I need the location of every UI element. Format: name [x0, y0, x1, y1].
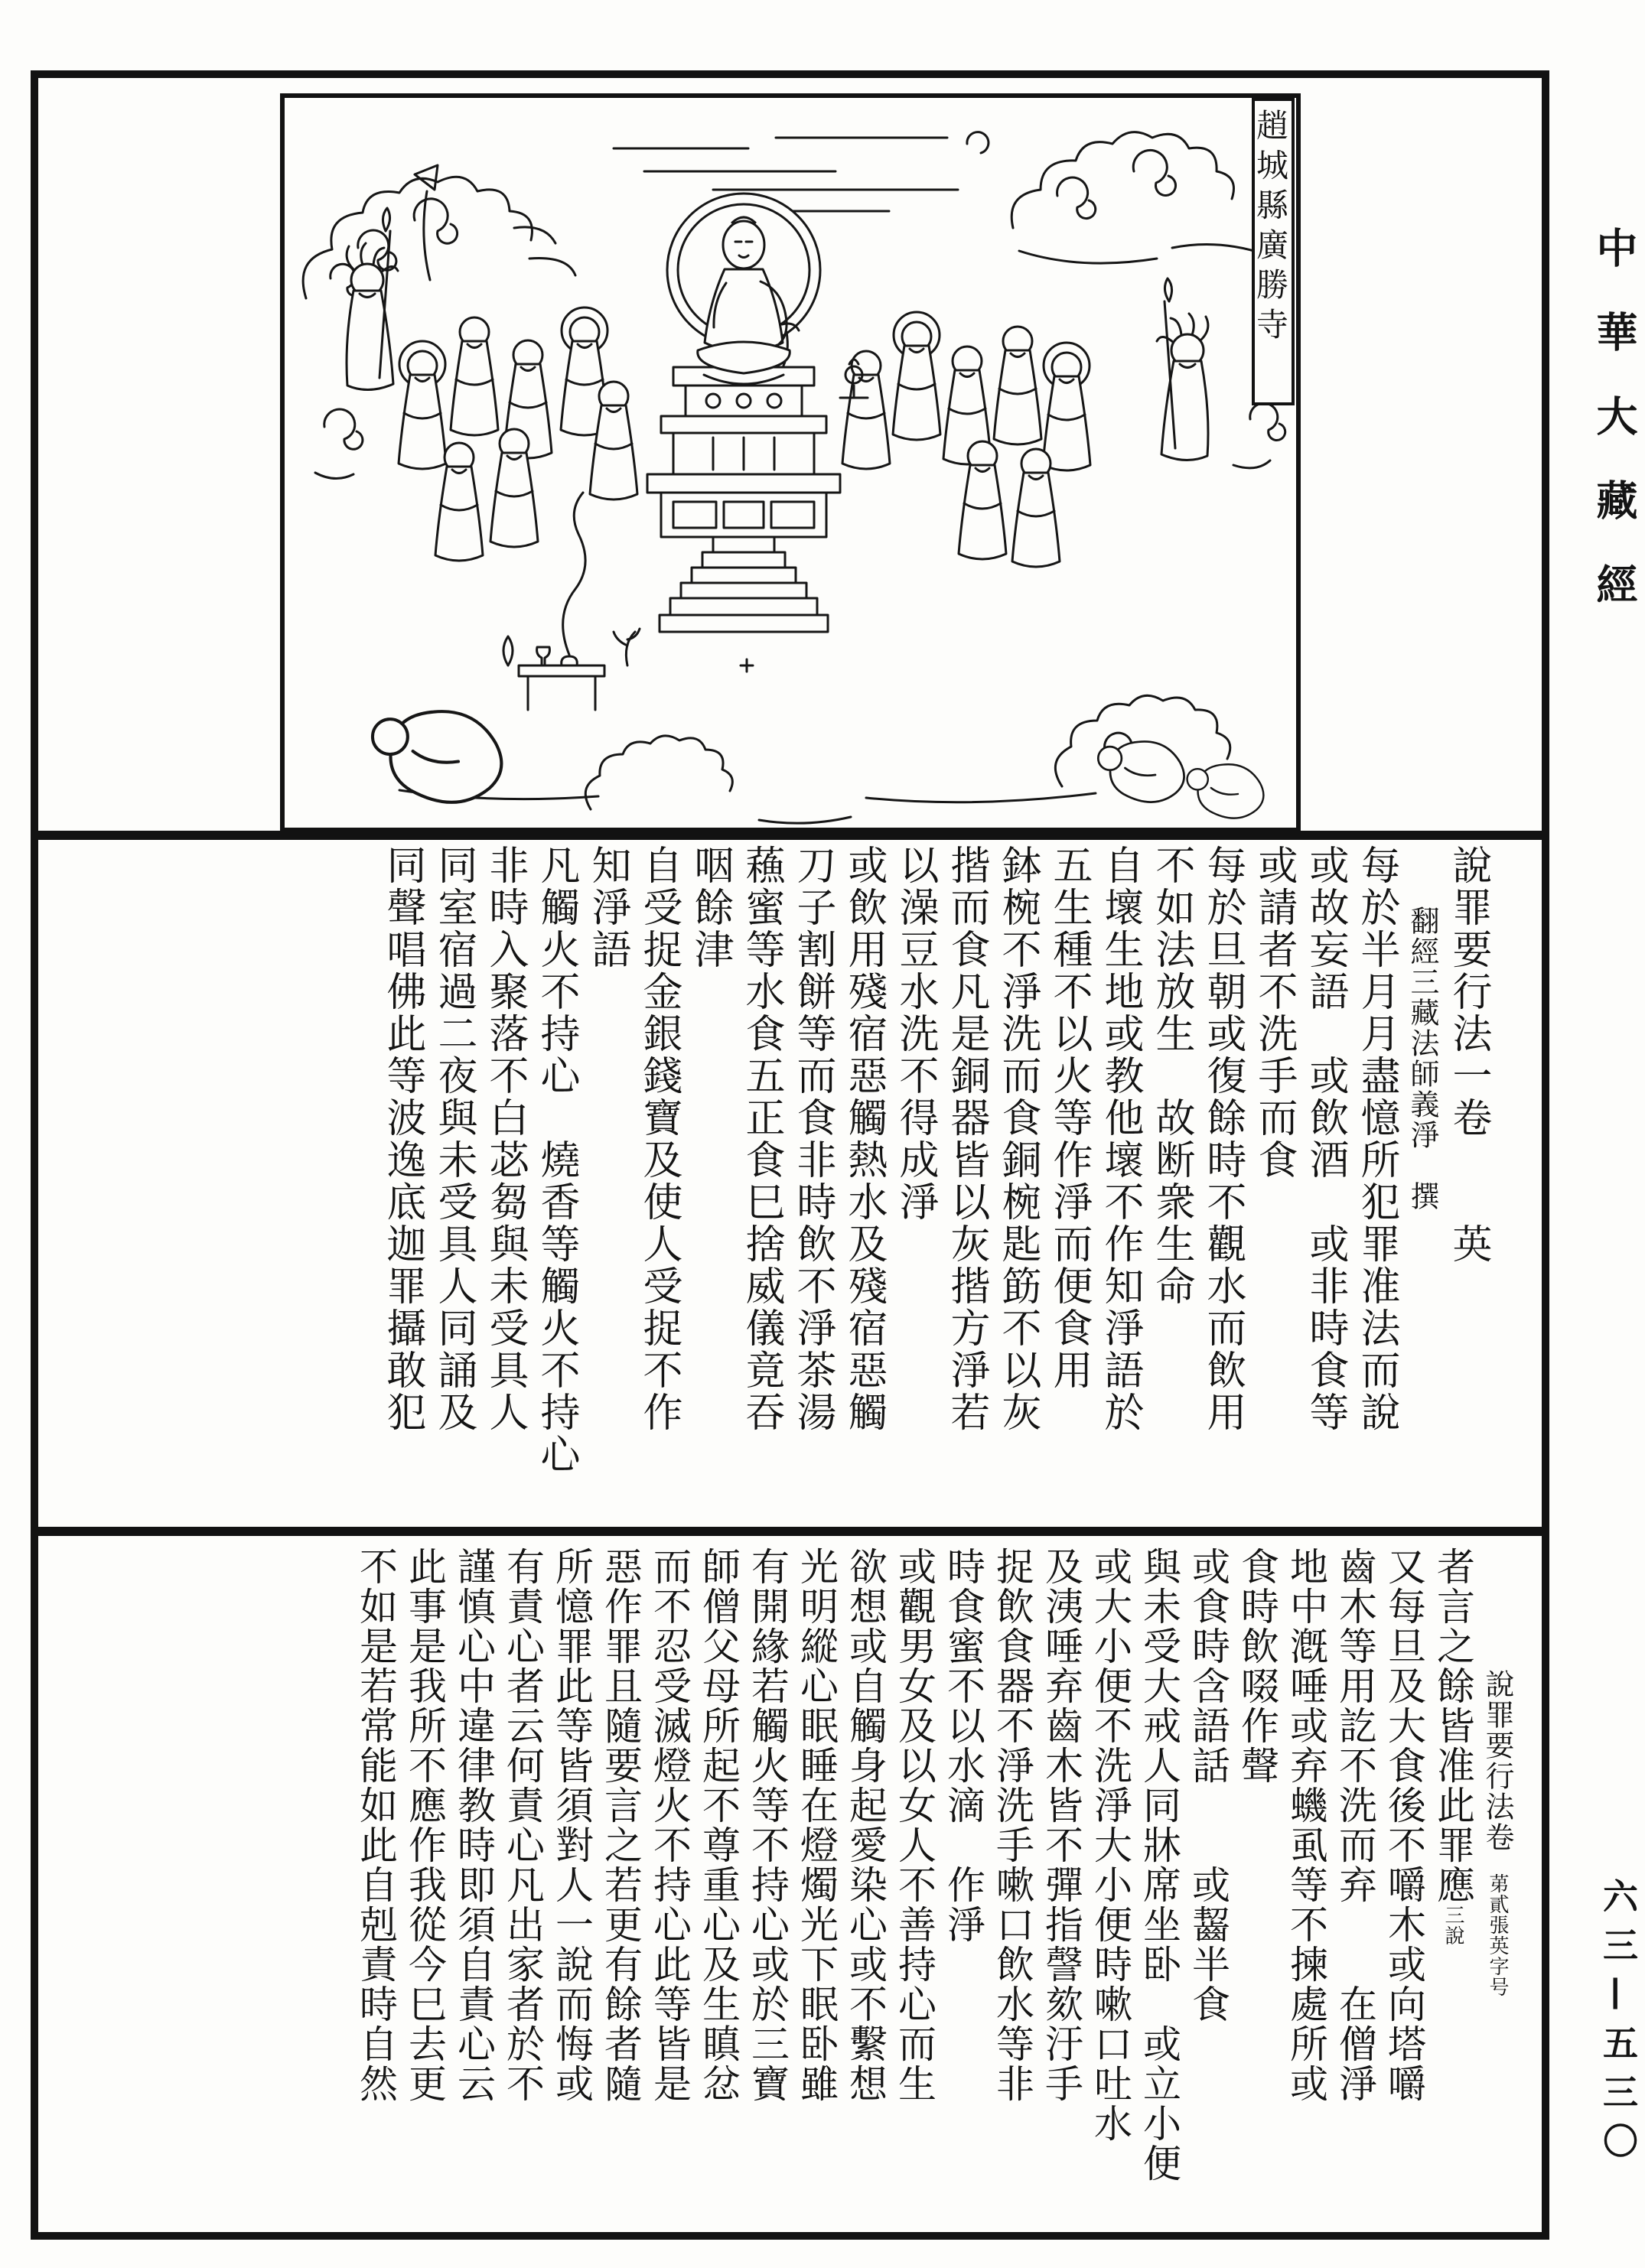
text-column: 謹慎心中違律教時即須自責心云	[451, 1547, 496, 2104]
text-column: 或請者不洗手而食	[1251, 844, 1297, 1181]
section-divider-bottom	[38, 1527, 1542, 1536]
text-column: 蘓蜜等水食五正食巳捨威儀竟吞	[738, 844, 784, 1433]
text-column: 自壞生地或教他壞不作知淨語於	[1097, 844, 1143, 1433]
text-column: 同聲唱佛此等波逸底迦罪攝敢犯	[379, 844, 425, 1433]
text-column: 不如法放生 故断衆生命	[1148, 844, 1194, 1307]
volume-page-number: 六三—五三〇	[1598, 1878, 1639, 2172]
assembly-right	[842, 312, 1090, 567]
text-column: 師僧父母所起不尊重心及生瞋忿	[696, 1547, 741, 2104]
text-column: 地中漑唾或弃蟣虱等不揀處所或	[1284, 1547, 1328, 2104]
temple-cartouche	[1252, 98, 1295, 405]
text-column: 或大小便不洗淨大小便時嗽口吐水	[1088, 1547, 1132, 2143]
text-column: 非時入聚落不白苾芻與未受具人	[482, 844, 528, 1433]
guardian-left	[347, 208, 398, 390]
text-column: 說罪要行法一卷 英	[1445, 844, 1491, 1265]
text-column: 有責心者云何責心凡出家者於不	[500, 1547, 545, 2104]
text-column: 不如是若常能如此自剋責時自然	[353, 1547, 398, 2104]
text-column: 咽餘津	[687, 844, 733, 971]
text-column: 又每旦及大食後不嚼木或向塔嚼	[1382, 1547, 1426, 2104]
text-column: 齒木等用訖不洗而弃 在僧淨	[1333, 1547, 1377, 2104]
text-column: 說罪要行法卷 苐貳張英字号	[1480, 1547, 1514, 1997]
text-column: 或故妄語 或飲酒 或非時食等	[1302, 844, 1348, 1433]
text-column: 或食時含語話 或齧半食	[1186, 1547, 1230, 2024]
text-column: 五生種不以火等作淨而便食用	[1046, 844, 1092, 1391]
text-column: 翻經三藏法師義淨 撰	[1406, 844, 1439, 1212]
text-column: 鉢椀不淨洗而食銅椀匙筯不以灰	[995, 844, 1041, 1433]
text-column: 以澡豆水洗不得成淨	[892, 844, 938, 1223]
text-column: 揩而食凡是銅器皆以灰揩方淨若	[943, 844, 989, 1433]
text-column: 食時飲啜作聲	[1235, 1547, 1279, 1785]
buddha-assembly-woodcut	[285, 98, 1296, 828]
plant-sprig	[614, 629, 640, 665]
frontispiece-illustration	[280, 93, 1301, 832]
text-column: 此事是我所不應作我從今巳去更	[402, 1547, 447, 2104]
assembly-left	[399, 307, 637, 561]
text-column: 或飲用殘宿惡觸熱水及殘宿惡觸	[841, 844, 887, 1433]
cartouche-label: 趙城縣廣勝寺	[1252, 109, 1289, 347]
text-column: 捉飲食器不淨洗手嗽口飲水等非	[990, 1547, 1034, 2104]
text-column: 有開緣若觸火等不持心或於三寶	[745, 1547, 790, 2104]
kneeling-monk	[373, 711, 501, 802]
text-column: 惡作罪且隨要言之若更有餘者隨	[598, 1547, 643, 2104]
text-column: 自受捉金銀錢寶及使人受捉不作	[636, 844, 682, 1433]
text-column: 而不忍受滅燈火不持心此等皆是	[647, 1547, 692, 2104]
bottom-text-block	[49, 1547, 1523, 2226]
throne	[647, 367, 840, 672]
middle-text-block	[49, 844, 1500, 1521]
clouds-left-middle	[315, 409, 363, 479]
text-column: 與未受大戒人同牀席坐卧 或立小便	[1137, 1547, 1181, 2183]
text-column: 光明縱心眠睡在燈燭光下眠卧雖	[794, 1547, 839, 2104]
clouds-top-center	[614, 132, 989, 211]
text-column: 欲想或自觸身起愛染心或不繫想	[843, 1547, 888, 2104]
text-column: 及洟唾弃齒木皆不彈指謦欬汙手	[1039, 1547, 1083, 2104]
offering-table	[519, 647, 604, 710]
text-column: 凡觸火不持心 燒香等觸火不持心	[533, 844, 579, 1476]
text-column: 所憶罪此等皆須對人一說而悔或	[549, 1547, 594, 2104]
text-column: 或觀男女及以女人不善持心而生	[892, 1547, 937, 2104]
text-column: 每於半月月盡憶所犯罪准法而說	[1353, 844, 1399, 1433]
bowing-figures	[1098, 741, 1263, 818]
flame-jewel	[503, 636, 513, 665]
text-column: 每於旦朝或復餘時不觀水而飲用	[1200, 844, 1246, 1433]
clouds-right-middle	[1233, 403, 1285, 468]
incense-smoke	[563, 493, 585, 655]
clouds-bottom-center	[399, 736, 1096, 823]
text-column: 刀子割餅等而食非時飲不淨茶湯	[790, 844, 836, 1433]
text-column: 知淨語	[585, 844, 630, 971]
clouds-top-right	[1011, 132, 1264, 263]
text-column: 時食蜜不以水滴 作淨	[941, 1547, 985, 1944]
text-column: 同室宿過二夜與未受具人同誦及	[431, 844, 477, 1433]
guardian-right	[1157, 278, 1208, 460]
canon-series-title: 中華大藏經	[1590, 226, 1639, 647]
text-column: 者言之餘皆准此罪應三說	[1431, 1547, 1475, 1946]
buddha-figure	[667, 194, 820, 384]
clouds-top-left	[303, 165, 575, 298]
